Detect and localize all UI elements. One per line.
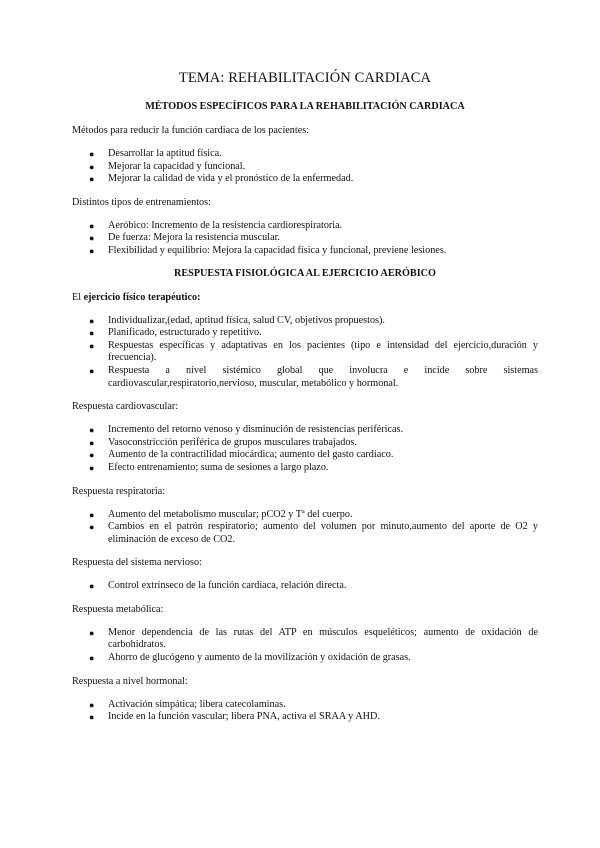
list-item: ● Menor dependencia de las rutas del ATP en músculos esqueléticos; aumento de oxidación de carbohidratos. <box>89 626 538 651</box>
list-item: ● Aumento del metabolismo muscular; pCO2 y Tª del cuerpo. <box>89 508 353 520</box>
bullet-icon: ● <box>89 437 95 448</box>
paragraph-metabolic-intro: Respuesta metabólica: <box>72 603 164 615</box>
list-item: ● Planificado, estructurado y repetitivo. <box>89 327 262 339</box>
list-item: ● Control extrínseco de la función cardiaca, relación directa. <box>89 580 347 592</box>
list-item: ● Vasoconstricción periférica de grupos musculares trabajados. <box>89 436 357 448</box>
bullet-icon: ● <box>89 174 95 185</box>
list-item: ● De fuerza: Mejora la resistencia muscular. <box>89 232 280 244</box>
bullet-icon: ● <box>89 233 95 244</box>
list-item: ● Incremento del retorno venoso y disminución de resistencias periféricas. <box>89 424 404 436</box>
list-item: ● Individualizar,(edad, aptitud física, salud CV, objetivos propuestos). <box>89 314 385 326</box>
bullet-icon: ● <box>89 581 95 592</box>
paragraph-nervous-intro: Respuesta del sistema nervioso: <box>72 557 202 569</box>
section-heading-physiology: RESPUESTA FISIOLÓGICA AL EJERCICIO AERÓBICO <box>174 267 436 279</box>
paragraph-cardiovascular-intro: Respuesta cardiovascular: <box>72 401 179 413</box>
bullet-list-exercise <box>72 315 538 391</box>
page-title: TEMA: REHABILITACIÓN CARDIACA <box>178 70 432 86</box>
bullet-icon: ● <box>89 450 95 461</box>
bullet-icon: ● <box>89 149 95 159</box>
bullet-list-respiratory <box>72 509 538 547</box>
section-heading-methods: MÉTODOS ESPECÍFICOS PARA LA REHABILITACIÓN CARDIACA <box>145 101 465 112</box>
list-item: ● Respuestas específicas y adaptativas en los pacientes (tipo e intensidad del ejercicio,duración y frecuencia). <box>89 339 538 364</box>
bullet-list-hormonal <box>72 699 538 724</box>
list-item: ● Incide en la función vascular; libera PNA, activa el SRAA y AHD. <box>89 711 380 723</box>
bullet-icon: ● <box>89 627 95 638</box>
list-item: ● Mejorar la calidad de vida y el pronóstico de la enfermedad. <box>89 173 354 185</box>
bullet-icon: ● <box>89 161 95 172</box>
paragraph-training-intro: Distintos tipos de entrenamientos: <box>72 196 211 208</box>
bullet-icon: ● <box>89 509 95 520</box>
bullet-list-training <box>72 220 538 258</box>
bullet-icon: ● <box>89 462 95 473</box>
bullet-list-nervous <box>72 580 538 593</box>
bullet-icon: ● <box>89 365 95 376</box>
bullet-icon: ● <box>89 522 95 533</box>
paragraph-methods-intro: Métodos para reducir la función cardiaca de los pacientes: <box>72 125 310 136</box>
bullet-icon: ● <box>89 425 95 436</box>
bullet-icon: ● <box>89 315 95 326</box>
bullet-list-cardiovascular <box>72 424 538 474</box>
list-item: ● Cambios en el patrón respiratorio; aumento del volumen por minuto,aumento del aporte de O2 y eliminación de exceso de CO2. <box>89 521 538 545</box>
bullet-list-metabolic <box>72 627 538 665</box>
paragraph-exercise-intro: El ejercicio físico terapéutico: <box>72 291 201 303</box>
bullet-icon: ● <box>89 220 95 231</box>
paragraph-hormonal-intro: Respuesta a nivel hormonal: <box>72 675 188 687</box>
bullet-list-methods <box>72 148 538 186</box>
list-item: ● Efecto entrenamiento; suma de sesiones a largo plazo. <box>89 461 329 473</box>
bullet-icon: ● <box>89 712 95 723</box>
list-item: ● Flexibilidad y equilibrio: Mejora la capacidad física y funcional, previene lesiones. <box>89 244 447 256</box>
list-item: ● Mejorar la capacidad y funcional. <box>89 160 246 172</box>
bullet-icon: ● <box>89 328 95 339</box>
list-item: ● Activación simpática; libera catecolaminas. <box>89 698 286 710</box>
list-item: ● Desarrollar la aptitud física. <box>89 148 222 159</box>
list-item: ● Aumento de la contractilidad miocárdica; aumento del gasto cardiaco. <box>89 449 394 461</box>
list-item: ● Ahorro de glucógeno y aumento de la movilización y oxidación de grasas. <box>89 652 411 664</box>
bullet-icon: ● <box>89 340 95 351</box>
bullet-icon: ● <box>89 245 95 256</box>
bullet-icon: ● <box>89 653 95 664</box>
bullet-icon: ● <box>89 699 95 710</box>
paragraph-respiratory-intro: Respuesta respiratoria: <box>72 485 166 497</box>
list-item: ● Aeróbico: Incremento de la resistencia cardiorespiratoria. <box>89 219 343 231</box>
list-item: ● Respuesta a nivel sistémico global que involucra e incide sobre sistemas cardiovascular,respiratorio,nervioso, muscular, metabólico y hormonal. <box>89 364 538 389</box>
